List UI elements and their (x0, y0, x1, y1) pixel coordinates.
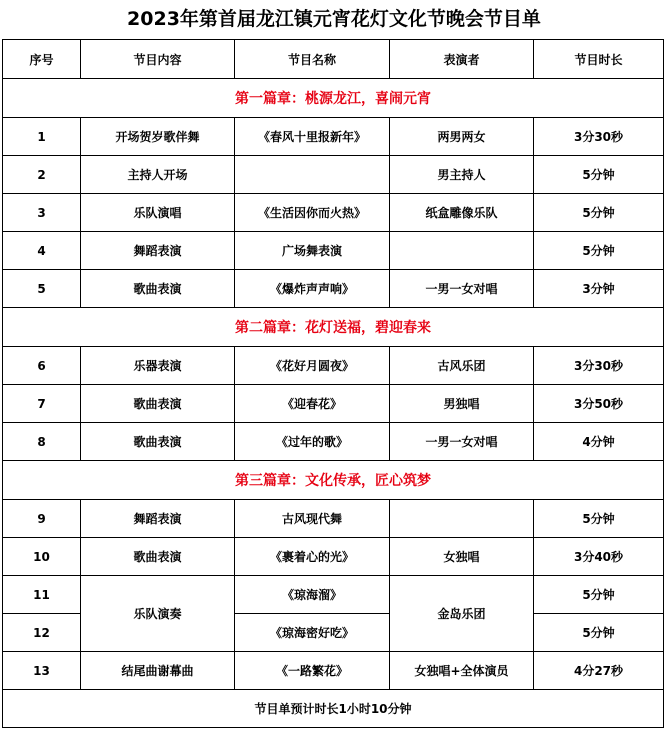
table-row (3, 423, 664, 461)
header-performer: 表演者 (390, 40, 534, 79)
table-row (3, 652, 664, 690)
cell-content: 歌曲表演 (81, 385, 235, 423)
cell-name: 《一路繁花》 (235, 652, 390, 690)
cell-content: 开场贺岁歌伴舞 (81, 118, 235, 156)
cell-no: 10 (3, 538, 81, 576)
table-row (3, 385, 664, 423)
cell-content: 乐队演唱 (81, 194, 235, 232)
cell-performer: 古风乐团 (390, 347, 534, 385)
cell-no: 6 (3, 347, 81, 385)
cell-performer: 纸盒雕像乐队 (390, 194, 534, 232)
table-row (3, 194, 664, 232)
cell-performer: 一男一女对唱 (390, 270, 534, 308)
footer-row (3, 690, 664, 728)
cell-name (235, 156, 390, 194)
cell-performer (390, 232, 534, 270)
chapter-row (3, 461, 664, 500)
header-content: 节目内容 (81, 40, 235, 79)
total-duration-note: 节目单预计时长1小时10分钟 (3, 690, 664, 728)
cell-no: 4 (3, 232, 81, 270)
chapter-title: 第一篇章：桃源龙江，喜闹元宵 (3, 79, 664, 118)
cell-no: 9 (3, 500, 81, 538)
cell-performer: 一男一女对唱 (390, 423, 534, 461)
cell-name: 《过年的歌》 (235, 423, 390, 461)
table-row (3, 118, 664, 156)
chapter-row (3, 308, 664, 347)
program-table (2, 39, 664, 728)
cell-content: 歌曲表演 (81, 538, 235, 576)
cell-no: 7 (3, 385, 81, 423)
table-row (3, 576, 664, 614)
cell-name: 古风现代舞 (235, 500, 390, 538)
table-row (3, 500, 664, 538)
cell-duration: 5分钟 (534, 500, 664, 538)
cell-performer: 男独唱 (390, 385, 534, 423)
cell-performer: 金岛乐团 (390, 576, 534, 652)
chapter-title: 第二篇章：花灯送福，碧迎春来 (3, 308, 664, 347)
cell-name: 《春风十里报新年》 (235, 118, 390, 156)
cell-no: 1 (3, 118, 81, 156)
header-row (3, 40, 664, 79)
cell-performer: 女独唱+全体演员 (390, 652, 534, 690)
cell-content: 歌曲表演 (81, 270, 235, 308)
cell-content: 舞蹈表演 (81, 500, 235, 538)
cell-duration: 5分钟 (534, 614, 664, 652)
cell-content: 舞蹈表演 (81, 232, 235, 270)
cell-duration: 4分27秒 (534, 652, 664, 690)
cell-content: 乐器表演 (81, 347, 235, 385)
cell-duration: 3分50秒 (534, 385, 664, 423)
cell-duration: 5分钟 (534, 232, 664, 270)
cell-performer (390, 500, 534, 538)
table-row (3, 270, 664, 308)
cell-performer: 两男两女 (390, 118, 534, 156)
chapter-row (3, 79, 664, 118)
page-title: 2023年第首届龙江镇元宵花灯文化节晚会节目单 (127, 8, 541, 30)
cell-content: 乐队演奏 (81, 576, 235, 652)
cell-duration: 5分钟 (534, 194, 664, 232)
cell-no: 5 (3, 270, 81, 308)
cell-duration: 5分钟 (534, 576, 664, 614)
cell-duration: 5分钟 (534, 156, 664, 194)
cell-no: 11 (3, 576, 81, 614)
cell-no: 12 (3, 614, 81, 652)
cell-name: 《花好月圆夜》 (235, 347, 390, 385)
cell-duration: 4分钟 (534, 423, 664, 461)
cell-duration: 3分钟 (534, 270, 664, 308)
table-row (3, 538, 664, 576)
header-no: 序号 (3, 40, 81, 79)
table-row (3, 232, 664, 270)
cell-name: 《生活因你而火热》 (235, 194, 390, 232)
header-name: 节目名称 (235, 40, 390, 79)
cell-performer: 男主持人 (390, 156, 534, 194)
cell-duration: 3分30秒 (534, 118, 664, 156)
chapter-title: 第三篇章：文化传承，匠心筑梦 (3, 461, 664, 500)
cell-name: 《琼海溜》 (235, 576, 390, 614)
cell-no: 2 (3, 156, 81, 194)
cell-name: 广场舞表演 (235, 232, 390, 270)
cell-name: 《爆炸声声响》 (235, 270, 390, 308)
cell-no: 8 (3, 423, 81, 461)
cell-name: 《琼海密好吃》 (235, 614, 390, 652)
cell-name: 《裹着心的光》 (235, 538, 390, 576)
cell-no: 13 (3, 652, 81, 690)
cell-duration: 3分30秒 (534, 347, 664, 385)
cell-name: 《迎春花》 (235, 385, 390, 423)
cell-content: 主持人开场 (81, 156, 235, 194)
header-duration: 节目时长 (534, 40, 664, 79)
table-row (3, 156, 664, 194)
cell-content: 结尾曲谢幕曲 (81, 652, 235, 690)
cell-content: 歌曲表演 (81, 423, 235, 461)
cell-performer: 女独唱 (390, 538, 534, 576)
cell-duration: 3分40秒 (534, 538, 664, 576)
table-row (3, 347, 664, 385)
cell-no: 3 (3, 194, 81, 232)
